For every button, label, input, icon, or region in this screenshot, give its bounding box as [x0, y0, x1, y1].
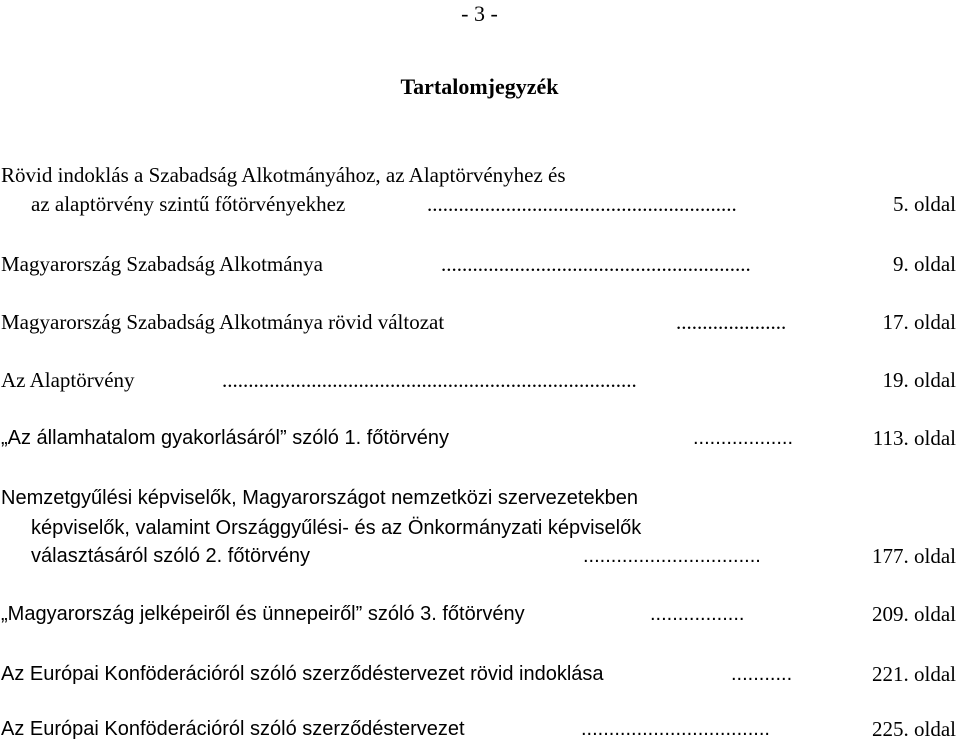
toc-leader-dots: ..................... — [676, 310, 787, 334]
toc-entry-line — [0, 515, 959, 541]
toc-entry-text: választásáról szóló 2. főtörvény — [31, 545, 311, 567]
toc-leader-dots: ........... — [731, 663, 793, 685]
toc-entry-text: Az Európai Konföderációról szóló szerződéstervezet — [1, 718, 465, 740]
toc-entry-text: Nemzetgyűlési képviselők, Magyarországot nemzetközi szervezetekben — [1, 487, 638, 509]
toc-entry-text: „Az államhatalom gyakorlásáról” szóló 1. főtörvény — [1, 427, 449, 449]
toc-entry — [0, 309, 959, 335]
toc-entry — [0, 425, 959, 451]
toc-page-ref: 113. oldal — [872, 426, 956, 450]
toc-title: Tartalomjegyzék — [400, 74, 559, 99]
toc-entry-line — [0, 485, 959, 511]
toc-page-ref: 177. oldal — [872, 544, 956, 568]
toc-entry-text: „Magyarország jelképeiről és ünnepeiről” szóló 3. főtörvény — [1, 603, 525, 625]
toc-page-ref: 209. oldal — [872, 602, 956, 626]
toc-leader-dots: ........................................................... — [441, 252, 751, 276]
toc-entry — [0, 661, 959, 687]
toc-leader-dots: ................................ — [583, 545, 761, 567]
toc-entry-text: Az Alaptörvény — [1, 368, 135, 392]
toc-leader-dots: ............................................................................... — [222, 368, 637, 392]
toc-entry-text: Az Európai Konföderációról szóló szerződéstervezet rövid indoklása — [1, 663, 604, 685]
toc-entry-text: Magyarország Szabadság Alkotmánya rövid változat — [1, 310, 445, 334]
toc-entry-text: Rövid indoklás a Szabadság Alkotmányához, az Alaptörvényhez és — [1, 163, 566, 187]
toc-leader-dots: .................................. — [581, 718, 770, 740]
page-number: - 3 - — [461, 1, 498, 26]
toc-page-ref: 17. oldal — [882, 310, 956, 334]
toc-entry — [0, 543, 959, 569]
toc-entry-line — [0, 162, 959, 188]
toc-page-ref: 221. oldal — [872, 662, 956, 686]
toc-entry — [0, 601, 959, 627]
toc-leader-dots: .................. — [693, 427, 794, 449]
toc-leader-dots: ........................................................... — [427, 192, 737, 216]
toc-entry-text: képviselők, valamint Országgyűlési- és az Önkormányzati képviselők — [31, 517, 642, 539]
toc-entry — [0, 716, 959, 742]
toc-entry — [0, 251, 959, 277]
toc-page-ref: 9. oldal — [893, 252, 956, 276]
toc-leader-dots: ................. — [650, 603, 745, 625]
toc-entry-text: Magyarország Szabadság Alkotmánya — [1, 252, 323, 276]
toc-page-ref: 19. oldal — [882, 368, 956, 392]
toc-entry-text: az alaptörvény szintű főtörvényekhez — [31, 192, 346, 216]
toc-entry — [0, 191, 959, 217]
toc-page-ref: 5. oldal — [893, 192, 956, 216]
toc-entry — [0, 367, 959, 393]
toc-page-ref: 225. oldal — [872, 717, 956, 741]
